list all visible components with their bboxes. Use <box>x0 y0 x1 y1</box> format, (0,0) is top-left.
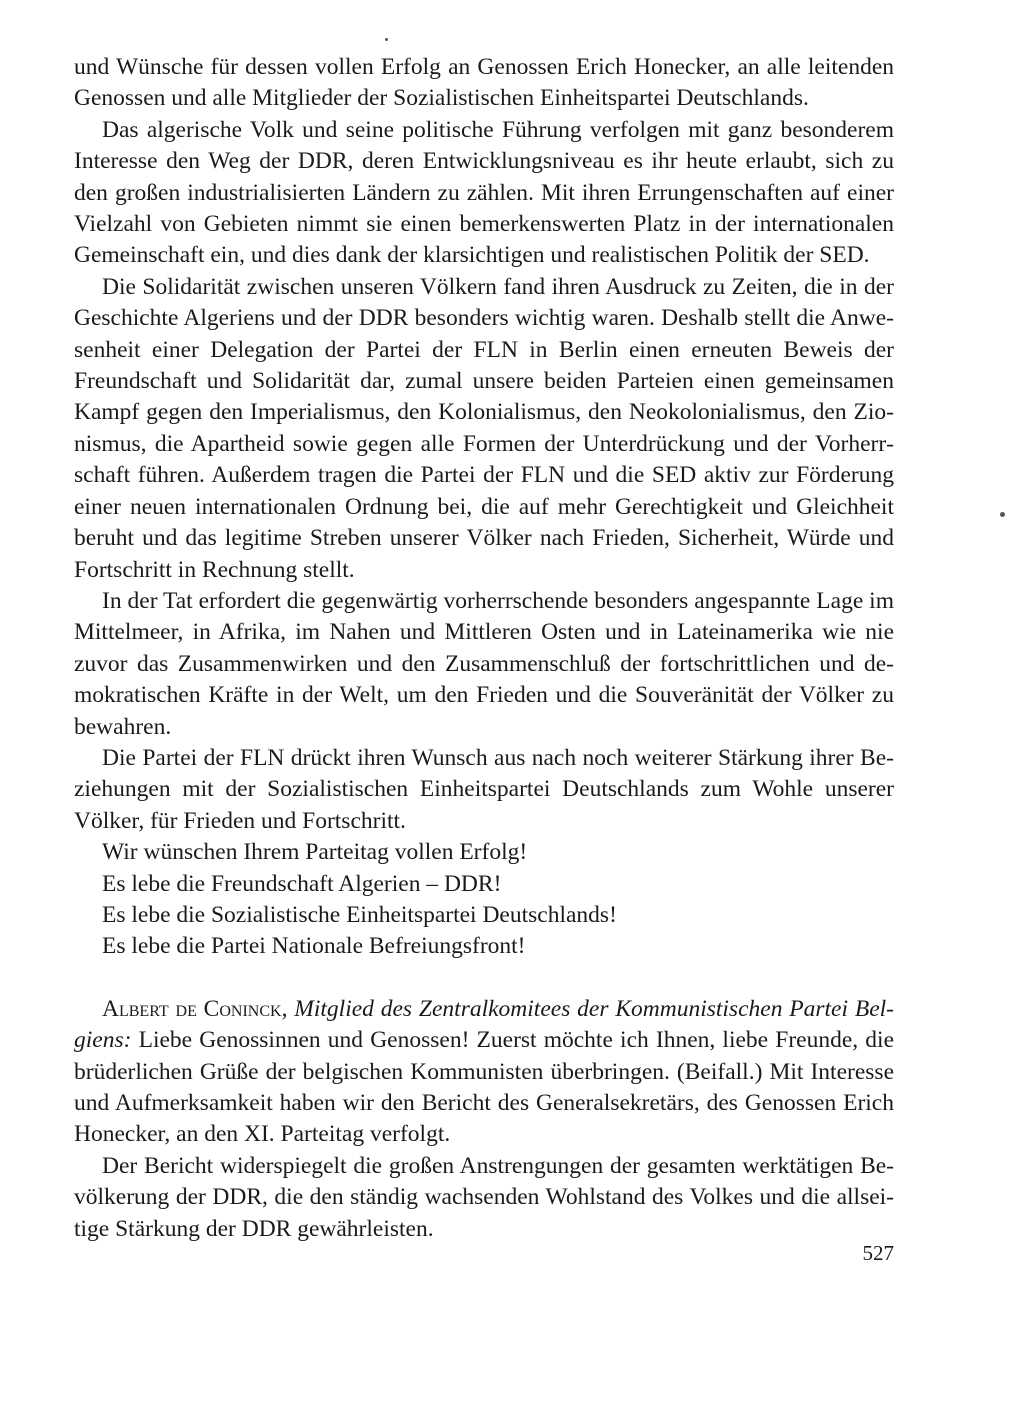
speech-opening <box>74 994 894 1151</box>
speaker-role: Mitglied des Zentralkomitees der Kommunistischen Partei Belgiens: <box>74 995 894 1054</box>
paragraph: Das algerische Volk und seine politische Führung verfolgen mit ganz besonderem Interesse den Weg der DDR, deren Entwicklungsniveau es ihr heute erlaubt, sich zu den großen industrialisierten Ländern zu zählen. Mit ihren Errungenschaften auf einer Vielzahl von Gebieten nimmt sie einen bemerkenswerten Platz in der internationalen Gemeinschaft ein, und dies dank der klarsichtigen und realistischen Politik der SED. <box>74 116 894 269</box>
speech-text: Liebe Genossinnen und Genossen! Zuerst möchte ich Ihnen, liebe Freunde, die brüderlichen Grüße der belgischen Kommunisten überbringen. (Beifall.) Mit Interesse und Aufmerksamkeit haben wir den Bericht des Generalsekretärs, des Genossen Erich Honecker, an den XI. Parteitag verfolgt. <box>74 1027 894 1148</box>
page-number: 527 <box>862 1241 894 1265</box>
paragraph: Die Solidarität zwischen unseren Völkern fand ihren Ausdruck zu Zeiten, die in der Geschichte Algeriens und der DDR besonders wichtig waren. Deshalb stellt die Anwesenheit einer Delegation der Partei der FLN in Berlin einen erneuten Beweis der Freundschaft und Solidarität dar, zumal unsere beiden Parteien einen gemeinsamen Kampf gegen den Imperialismus, den Kolonialismus, den Neokolonialismus, den Zionismus, die Apartheid sowie gegen alle Formen der Unterdrückung und der Vorherrschaft führen. Außerdem tragen die Partei der FLN und die SED aktiv zur Förderung einer neuen internationalen Ordnung bei, die auf mehr Gerechtigkeit und Gleichheit beruht und das legitime Streben unserer Völker nach Frieden, Sicherheit, Würde und Fortschritt in Rechnung stellt. <box>74 273 894 583</box>
page-body <box>74 52 894 1245</box>
cheer-line: Es lebe die Freundschaft Algerien – DDR! <box>102 870 502 897</box>
cheer-line: Es lebe die Partei Nationale Befreiungsfront! <box>102 933 526 960</box>
cheer-line: Es lebe die Sozialistische Einheitspartei Deutschlands! <box>102 901 617 928</box>
scan-speck <box>1000 512 1005 517</box>
speaker-name: Albert de Coninck, <box>102 995 288 1022</box>
cheer-line: Wir wünschen Ihrem Parteitag vollen Erfolg! <box>102 839 528 866</box>
scan-speck <box>385 38 388 41</box>
paragraph: und Wünsche für dessen vollen Erfolg an Genossen Erich Honecker, an alle leitenden Genossen und alle Mitglieder der Sozialistischen Einheitspartei Deutschlands. <box>74 54 894 112</box>
paragraph: Der Bericht widerspiegelt die großen Anstrengungen der gesamten werktätigen Bevölkerung der DDR, die den ständig wachsenden Wohlstand des Volkes und die allseitige Stärkung der DDR gewährleisten. <box>74 1152 894 1242</box>
paragraph: Die Partei der FLN drückt ihren Wunsch aus nach noch weiterer Stärkung ihrer Beziehungen mit der Sozialistischen Einheitspartei Deutschlands zum Wohle unserer Völker, für Frieden und Fortschritt. <box>74 744 894 834</box>
paragraph: In der Tat erfordert die gegenwärtig vorherrschende besonders angespannte Lage im Mittelmeer, in Afrika, im Nahen und Mittleren Osten und in Lateinamerika wie nie zuvor das Zusammenwirken und den Zusammenschluß der fortschrittlichen und demokratischen Kräfte in der Welt, um den Frieden und die Souveränität der Völker zu bewahren. <box>74 587 894 740</box>
